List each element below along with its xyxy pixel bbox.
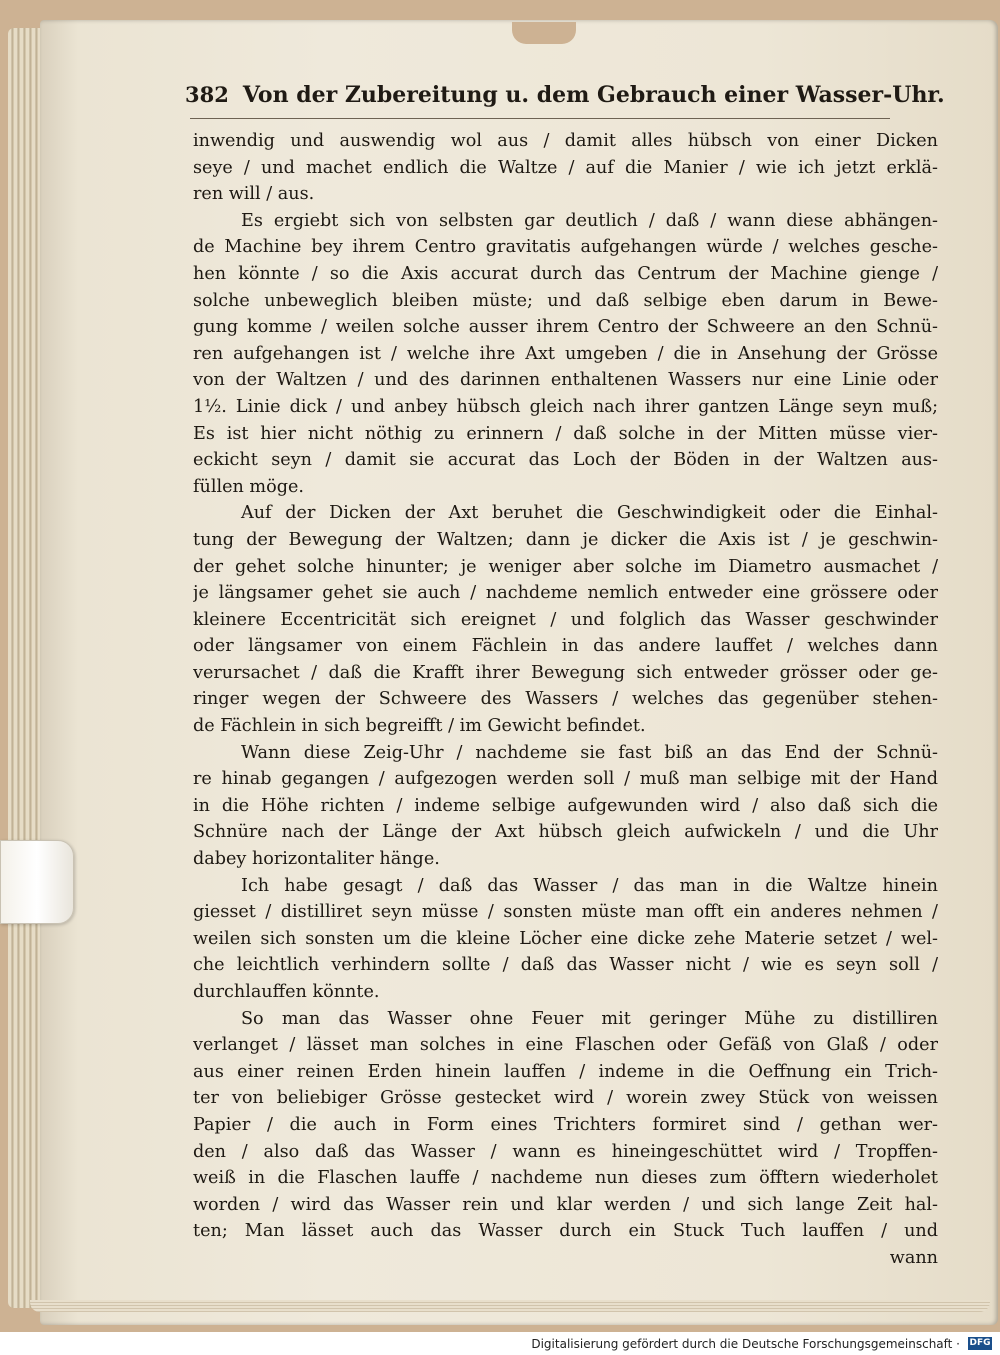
text-line: in die Höhe richten / indeme selbige aufgewunden wird / also daß sich die (193, 795, 938, 816)
text-line: verursachet / daß die Krafft ihrer Bewegung sich entweder grösser oder ge- (193, 662, 938, 683)
text-line: re hinab gegangen / aufgezogen werden soll / muß man selbige mit der Hand (193, 769, 938, 790)
text-line: Papier / die auch in Form eines Trichters formiret sind / gethan wer- (193, 1114, 938, 1135)
text-line: ter von beliebiger Grösse gestecket wird / worein zwey Stück von weissen (193, 1088, 938, 1109)
text-line: aus einer reinen Erden hinein lauffen / indeme in die Oeffnung ein Trich- (193, 1061, 938, 1082)
text-line: Ich habe gesagt / daß das Wasser / das man in die Waltze hinein (241, 875, 938, 896)
text-line: inwendig und auswendig wol aus / damit alles hübsch von einer Dicken (193, 131, 938, 151)
text-line: ren aufgehangen ist / welche ihre Axt umgeben / die in Ansehung der Grösse (193, 343, 938, 364)
text-line: de Machine bey ihrem Centro gravitatis aufgehangen würde / welches gesche- (193, 237, 938, 258)
text-line: Schnüre nach der Länge der Axt hübsch gleich aufwickeln / und die Uhr (193, 822, 938, 843)
text-line: ren will / aus. (193, 184, 315, 205)
text-line: hen könnte / so die Axis accurat durch das Centrum der Machine gienge / (193, 263, 938, 284)
text-line: Auf der Dicken der Axt beruhet die Geschwindigkeit oder die Einhal- (241, 503, 938, 524)
text-line: oder längsamer von einem Fächlein in das andere lauffet / welches dann (193, 636, 938, 657)
text-line: kleinere Eccentricität sich ereignet / und folglich das Wasser geschwinder (193, 609, 938, 630)
text-line: So man das Wasser ohne Feuer mit geringer Mühe zu distilliren (241, 1008, 938, 1029)
header-rule (190, 118, 890, 119)
text-line: de Fächlein in sich begreifft / im Gewicht befindet. (193, 716, 646, 737)
dfg-logo: DFG (969, 1338, 991, 1348)
text-line: ringer wegen der Schweere des Wassers / welches das gegenüber stehen- (193, 689, 938, 710)
text-line: verlanget / lässet man solches in eine Flaschen oder Gefäß von Glaß / oder (193, 1035, 938, 1056)
text-line: wann (889, 1247, 938, 1268)
text-line: solche unbeweglich bleiben müste; und daß selbige eben darum in Bewe- (193, 290, 938, 311)
text-line: tung der Bewegung der Waltzen; dann je dicker die Axis ist / je geschwin- (193, 529, 938, 550)
text-line: che leichtlich verhindern sollte / daß das Wasser nicht / wie es seyn soll / (193, 955, 938, 976)
text-line: Es ist hier nicht nöthig zu erinnern / daß solche in der Mitten müsse vier- (193, 423, 938, 444)
text-line: seye / und machet endlich die Waltze / auf die Manier / wie ich jetzt erklä- (193, 157, 938, 178)
page-number: 382 (185, 82, 229, 107)
body-text (193, 128, 938, 1272)
page-bottom-edges (30, 1300, 990, 1312)
text-line: weilen sich sonsten um die kleine Löcher eine dicke zehe Materie setzet / wel- (193, 928, 938, 949)
text-line: der gehet solche hinunter; je weniger aber solche im Diametro ausmachet / (193, 556, 938, 577)
text-line: giesset / distilliret seyn müsse / sonsten müste man offt ein anderes nehmen / (193, 902, 938, 923)
top-binding-notch (512, 22, 576, 44)
text-line: worden / wird das Wasser rein und klar werden / und sich lange Zeit hal- (193, 1194, 938, 1215)
text-line: je längsamer gehet sie auch / nachdeme nemlich entweder eine grössere oder (193, 583, 938, 604)
text-line: weiß in die Flaschen lauffe / nachdeme nun dieses zum öfftern wiederholet (193, 1168, 938, 1189)
text-line: eckicht seyn / damit sie accurat das Loch der Böden in der Waltzen aus- (193, 450, 938, 471)
text-line: 1½. Linie dick / und anbey hübsch gleich nach ihrer gantzen Länge seyn muß; (193, 396, 938, 417)
text-line: dabey horizontaliter hänge. (193, 849, 440, 870)
footer-bar (0, 1332, 1000, 1355)
text-line: Es ergiebt sich von selbsten gar deutlich / daß / wann diese abhängen- (241, 210, 938, 231)
text-line: ten; Man lässet auch das Wasser durch ein Stuck Tuch lauffen / und (193, 1221, 938, 1242)
funding-credit: Digitalisierung gefördert durch die Deutsche Forschungsgemeinschaft · (531, 1337, 960, 1351)
text-line: gung komme / weilen solche ausser ihrem Centro der Schweere an den Schnü- (193, 317, 938, 338)
text-line: durchlauffen könnte. (193, 982, 380, 1002)
page-clip (0, 840, 74, 924)
running-title: Von der Zubereitung u. dem Gebrauch einer Wasser-Uhr. (242, 82, 945, 108)
text-line: von der Waltzen / und des darinnen enthaltenen Wassers nur eine Linie oder (193, 370, 938, 391)
text-line: Wann diese Zeig-Uhr / nachdeme sie fast biß an das End der Schnü- (241, 742, 938, 763)
running-header (185, 82, 945, 108)
text-line: füllen möge. (193, 476, 304, 497)
text-line: den / also daß das Wasser / wann es hineingeschüttet wird / Tropffen- (193, 1141, 938, 1162)
